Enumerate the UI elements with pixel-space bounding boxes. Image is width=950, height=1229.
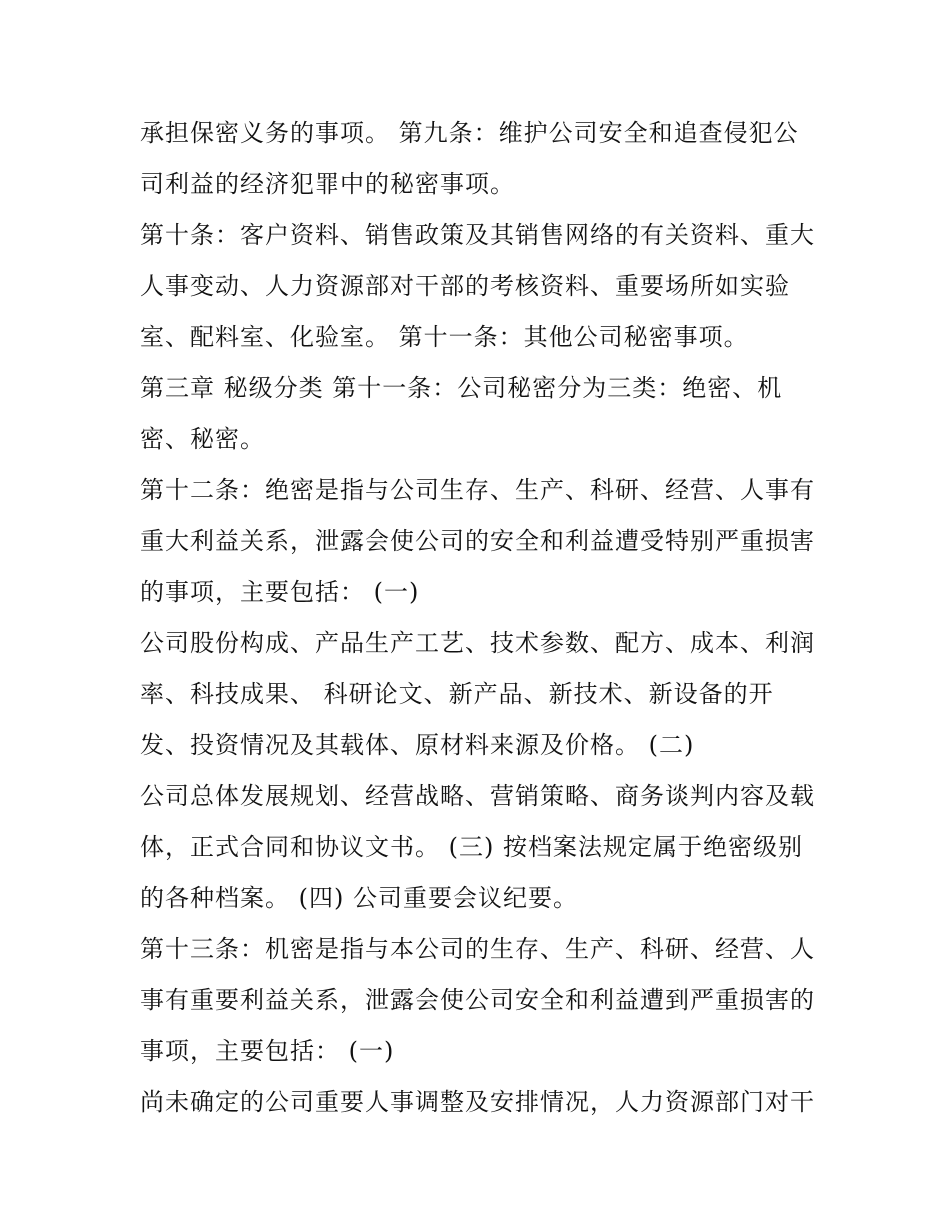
text-line: 率、科技成果、 科研论文、新产品、新技术、新设备的开 xyxy=(140,680,774,708)
text-line: 第三章 秘级分类 第十一条：公司秘密分为三类：绝密、机 xyxy=(140,374,783,402)
text-line: 公司股份构成、产品生产工艺、技术参数、配方、成本、利润 xyxy=(140,629,815,657)
text-line: 尚未确定的公司重要人事调整及安排情况，人力资源部门对干 xyxy=(140,1088,815,1116)
text-line: 室、配料室、化验室。 第十一条：其他公司秘密事项。 xyxy=(140,323,749,351)
text-line: 第十三条：机密是指与本公司的生存、生产、科研、经营、人 xyxy=(140,935,815,963)
text-line: 体，正式合同和协议文书。 (三) 按档案法规定属于绝密级别 xyxy=(140,833,803,861)
text-line: 事项，主要包括： (一) xyxy=(140,1037,395,1065)
text-line: 的事项，主要包括： (一) xyxy=(140,578,420,606)
text-line: 第十二条：绝密是指与公司生存、生产、科研、经营、人事有 xyxy=(140,476,815,504)
text-line: 第十条：客户资料、销售政策及其销售网络的有关资料、重大 xyxy=(140,221,815,249)
text-line: 事有重要利益关系，泄露会使公司安全和利益遭到严重损害的 xyxy=(140,986,815,1014)
text-line: 的各种档案。 (四) 公司重要会议纪要。 xyxy=(140,884,578,912)
text-line: 承担保密义务的事项。 第九条：维护公司安全和追查侵犯公 xyxy=(140,119,799,147)
text-line: 公司总体发展规划、经营战略、营销策略、商务谈判内容及载 xyxy=(140,782,815,810)
text-line: 人事变动、人力资源部对干部的考核资料、重要场所如实验 xyxy=(140,272,790,300)
document-body xyxy=(140,108,830,1128)
text-line: 重大利益关系，泄露会使公司的安全和利益遭受特别严重损害 xyxy=(140,527,815,555)
text-line: 司利益的经济犯罪中的秘密事项。 xyxy=(140,170,515,198)
text-line: 密、秘密。 xyxy=(140,425,265,453)
text-line: 发、投资情况及其载体、原材料来源及价格。 (二) xyxy=(140,731,695,759)
